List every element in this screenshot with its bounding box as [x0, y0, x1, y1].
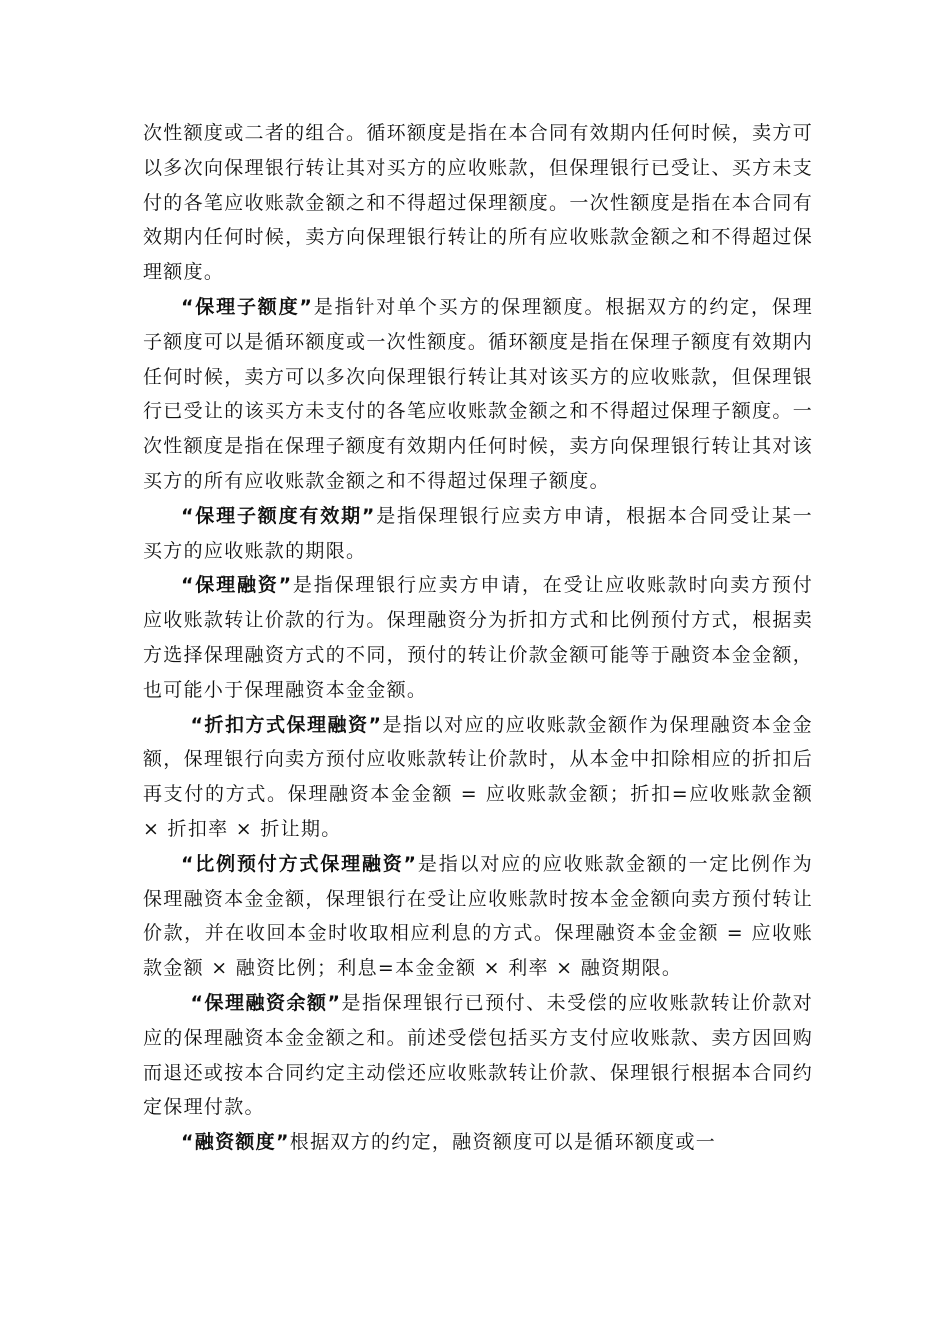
defined-term: “保理子额度有效期” — [181, 504, 376, 527]
paragraph-sub-quota — [143, 290, 813, 499]
defined-term: “保理融资余额” — [190, 991, 342, 1014]
document-body — [143, 116, 813, 1160]
defined-term: “保理子额度” — [181, 295, 314, 318]
paragraph-factoring-financing — [143, 568, 813, 707]
paragraph-body: 是指保理银行应卖方申请，在受让应收账款时向卖方预付应收账款转让价款的行为。保理融资分为折扣方式和比例预付方式，根据卖方选择保理融资方式的不同，预付的转让价款金额可能等于融资本金金额，也可能小于保理融资本金金额。 — [143, 574, 813, 701]
paragraph-proportional-financing — [143, 847, 813, 986]
paragraph-continued-quota — [143, 116, 813, 290]
defined-term: “融资额度” — [181, 1131, 290, 1154]
paragraph-body: 是指保理银行应卖方申请，根据本合同受让某一买方的应收账款的期限。 — [143, 504, 813, 562]
defined-term: “折扣方式保理融资” — [190, 713, 383, 736]
paragraph-body: 是指以对应的应收账款金额作为保理融资本金金额，保理银行向卖方预付应收账款转让价款时，从本金中扣除相应的折扣后再支付的方式。保理融资本金金额 = 应收账款金额；折扣=应收账款金额 × 折扣率 × 折让期。 — [143, 713, 813, 840]
paragraph-body: 是指以对应的应收账款金额的一定比例作为保理融资本金金额，保理银行在受让应收账款时按本金金额向卖方预付转让价款，并在收回本金时收取相应利息的方式。保理融资本金金额 = 应收账款金额 × 融资比例；利息=本金金额 × 利率 × 融资期限。 — [143, 852, 813, 980]
paragraph-body: 是指保理银行已预付、未受偿的应收账款转让价款对应的保理融资本金金额之和。前述受偿包括买方支付应收账款、卖方因回购而退还或按本合同约定主动偿还应收账款转让价款、保理银行根据本合同约定保理付款。 — [143, 991, 813, 1119]
defined-term: “保理融资” — [181, 574, 293, 597]
paragraph-sub-quota-validity — [143, 499, 813, 569]
paragraph-financing-quota — [143, 1125, 813, 1160]
paragraph-body: 是指针对单个买方的保理额度。根据双方的约定，保理子额度可以是循环额度或一次性额度。循环额度是指在保理子额度有效期内任何时候，卖方可以多次向保理银行转让其对该买方的应收账款，但保理银行已受让的该买方未支付的各笔应收账款金额之和不得超过保理子额度。一次性额度是指在保理子额度有效期内任何时候，卖方向保理银行转让其对该买方的所有应收账款金额之和不得超过保理子额度。 — [143, 295, 813, 492]
paragraph-discount-financing — [143, 708, 813, 847]
paragraph-financing-balance — [143, 986, 813, 1125]
paragraph-body: 次性额度或二者的组合。循环额度是指在本合同有效期内任何时候，卖方可以多次向保理银行转让其对买方的应收账款，但保理银行已受让、买方未支付的各笔应收账款金额之和不得超过保理额度。一次性额度是指在本合同有效期内任何时候，卖方向保理银行转让的所有应收账款金额之和不得超过保理额度。 — [143, 122, 813, 284]
paragraph-body: 根据双方的约定，融资额度可以是循环额度或一 — [289, 1131, 717, 1154]
defined-term: “比例预付方式保理融资” — [181, 852, 418, 875]
